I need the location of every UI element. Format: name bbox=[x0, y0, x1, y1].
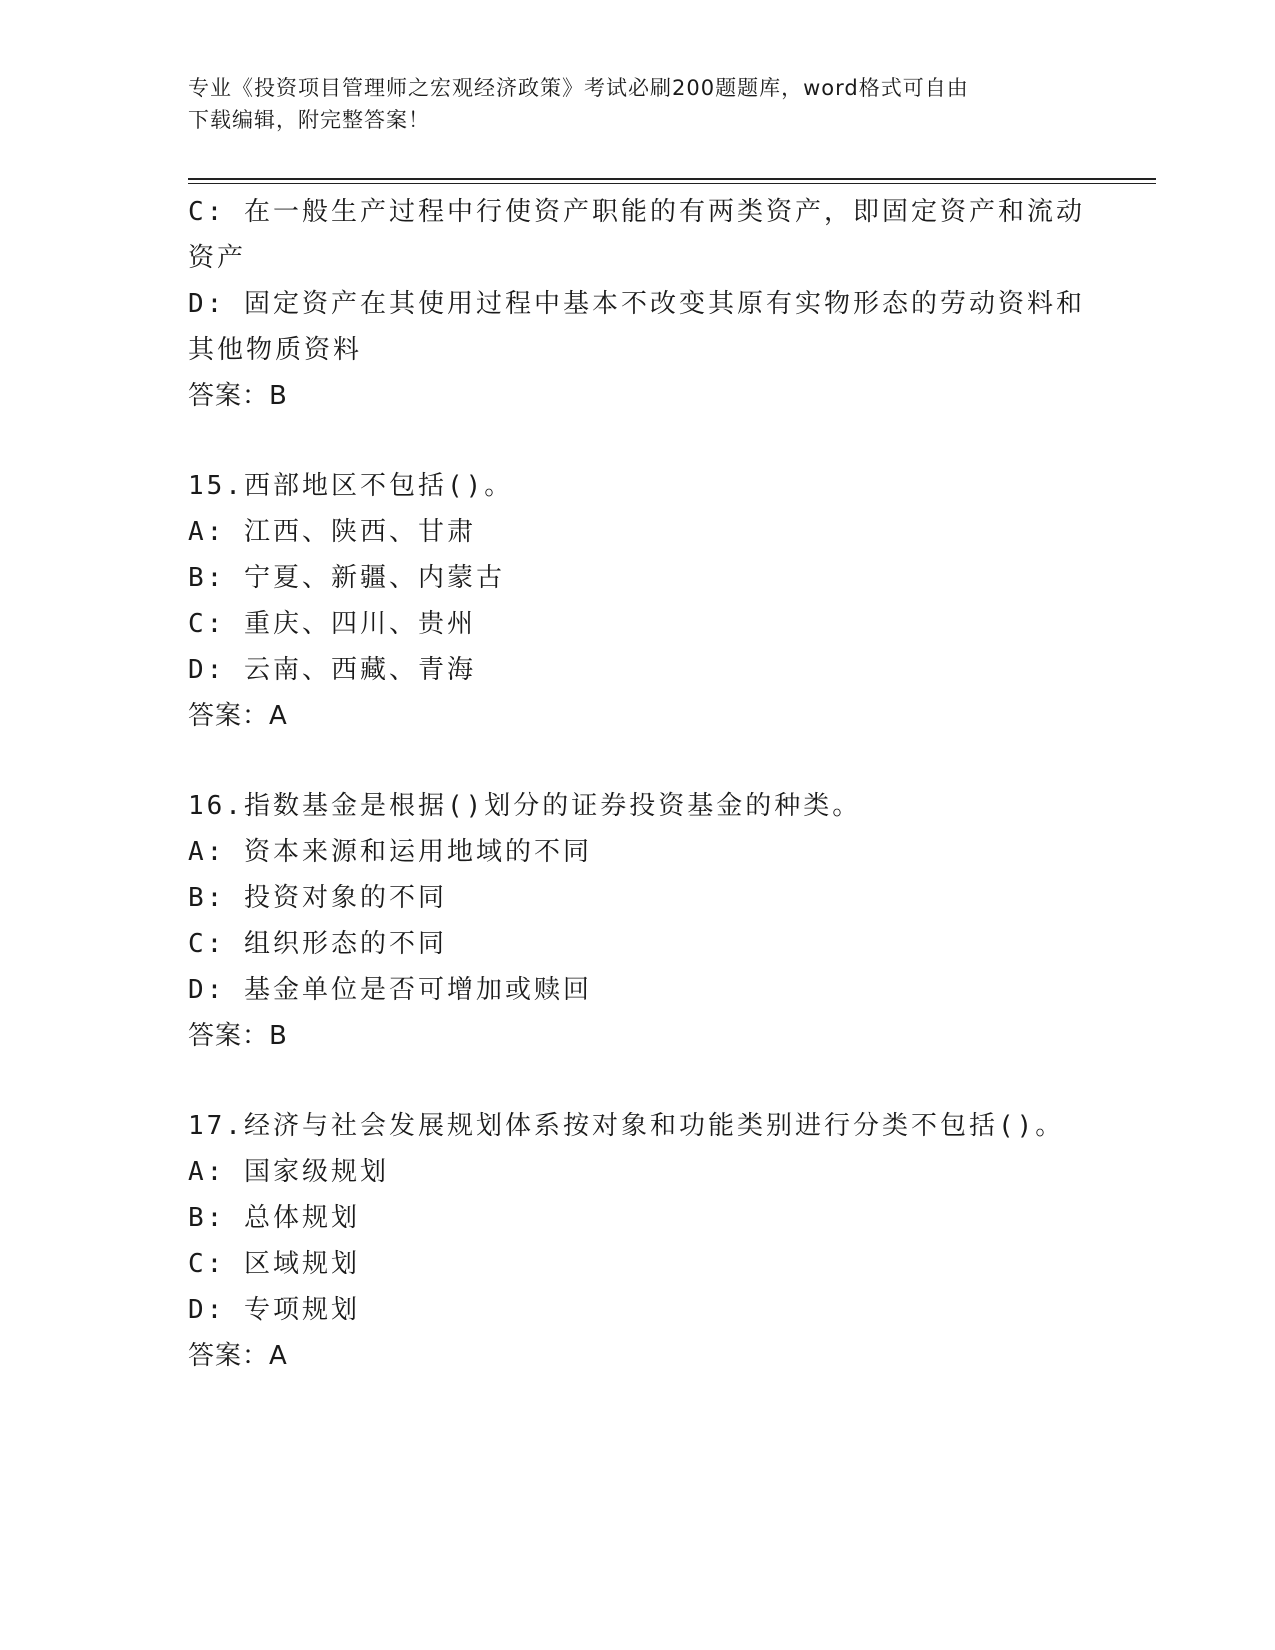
answer: 答案：B bbox=[188, 381, 288, 411]
option-c: C: 区域规划 bbox=[188, 1249, 360, 1279]
option-d: D: 专项规划 bbox=[188, 1295, 360, 1325]
question-stem: 16.指数基金是根据()划分的证券投资基金的种类。 bbox=[188, 791, 862, 821]
question-list bbox=[188, 189, 1088, 1379]
answer: 答案：A bbox=[188, 701, 288, 731]
option-c: C: 组织形态的不同 bbox=[188, 929, 447, 959]
option-b: B: 总体规划 bbox=[188, 1203, 360, 1233]
option-a: A: 资本来源和运用地域的不同 bbox=[188, 837, 592, 867]
option-b: B: 投资对象的不同 bbox=[188, 883, 447, 913]
question-stem: 15.西部地区不包括()。 bbox=[188, 471, 514, 501]
spacer bbox=[188, 419, 1088, 463]
option-c: C: 重庆、四川、贵州 bbox=[188, 609, 476, 639]
question-17 bbox=[188, 1103, 1088, 1379]
header-line-2: 下载编辑，附完整答案！ bbox=[188, 108, 430, 132]
header-divider-thick bbox=[188, 178, 1156, 180]
document-header bbox=[188, 72, 1088, 136]
option-d: D: 基金单位是否可增加或赎回 bbox=[188, 975, 592, 1005]
header-divider-thin bbox=[188, 183, 1156, 184]
question-stem: 17.经济与社会发展规划体系按对象和功能类别进行分类不包括()。 bbox=[188, 1111, 1065, 1141]
option-a: A: 江西、陕西、甘肃 bbox=[188, 517, 476, 547]
option-a: A: 国家级规划 bbox=[188, 1157, 389, 1187]
option-b: B: 宁夏、新疆、内蒙古 bbox=[188, 563, 505, 593]
header-line-1: 专业《投资项目管理师之宏观经济政策》考试必刷200题题库，word格式可自由 bbox=[188, 76, 969, 100]
spacer bbox=[188, 1059, 1088, 1103]
option-d-continued: 其他物质资料 bbox=[188, 335, 363, 365]
option-c-continued: 资产 bbox=[188, 243, 247, 273]
option-d: D: 云南、西藏、青海 bbox=[188, 655, 476, 685]
spacer bbox=[188, 739, 1088, 783]
question-15 bbox=[188, 463, 1088, 739]
answer: 答案：B bbox=[188, 1021, 288, 1051]
option-c: C: 在一般生产过程中行使资产职能的有两类资产，即固定资产和流动 bbox=[188, 197, 1085, 227]
answer: 答案：A bbox=[188, 1341, 288, 1371]
option-d: D: 固定资产在其使用过程中基本不改变其原有实物形态的劳动资料和 bbox=[188, 289, 1085, 319]
question-16 bbox=[188, 783, 1088, 1059]
prev-question-block bbox=[188, 189, 1088, 419]
